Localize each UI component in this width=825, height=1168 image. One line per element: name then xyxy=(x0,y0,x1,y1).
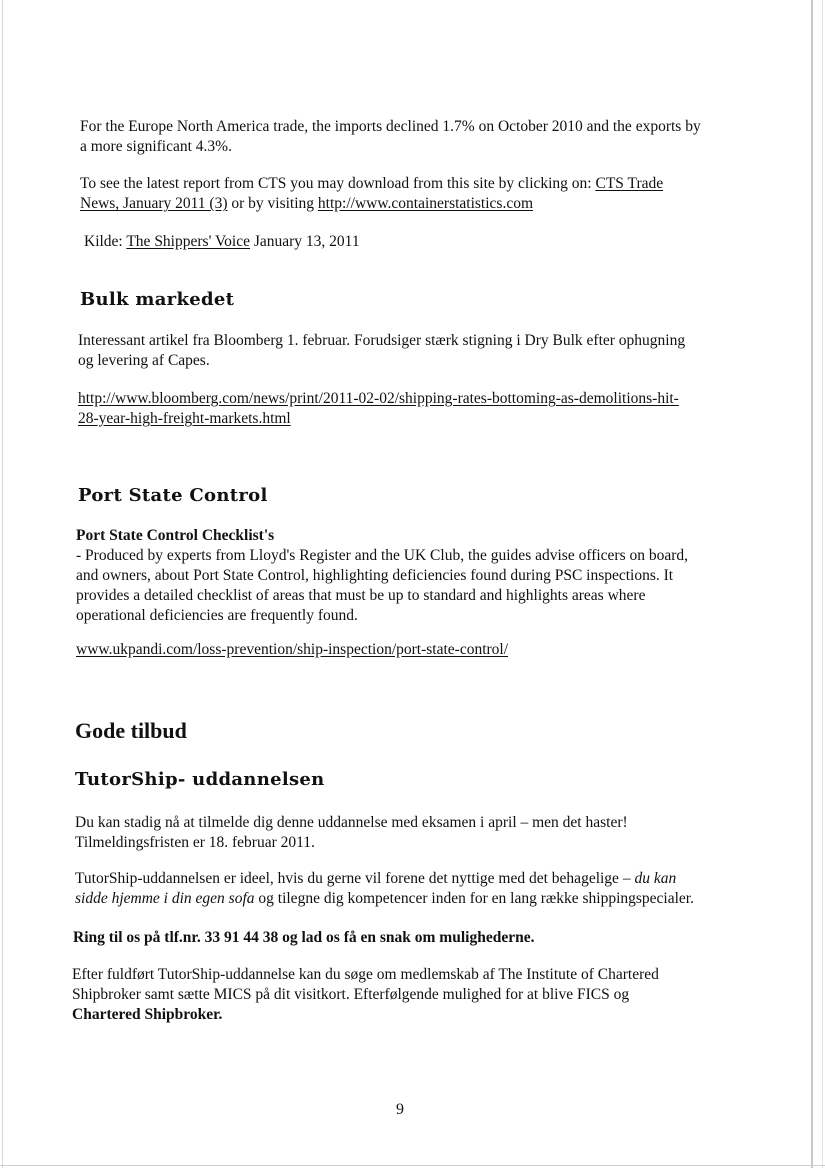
cts-source xyxy=(84,232,360,252)
bulk-line-1: Interessant artikel fra Bloomberg 1. februar. Forudsiger stærk stigning i Dry Bulk efter ophugning xyxy=(78,332,686,349)
cts-download-line-2 xyxy=(80,194,663,214)
tutorship-paragraph-3 xyxy=(72,965,659,1025)
psc-line-4: operational deficiencies are frequently found. xyxy=(76,607,358,624)
cts-trade-news-date-link[interactable]: News, January 2011 (3) xyxy=(80,195,228,212)
tutorship-p2-italic-2: sidde hjemme i din egen sofa xyxy=(75,890,255,907)
scan-edge-bottom xyxy=(0,1165,825,1166)
psc-line-1: - Produced by experts from Lloyd's Register and the UK Club, the guides advise officers on board, xyxy=(76,547,689,564)
tutorship-p1-line-2: Tilmeldingsfristen er 18. februar 2011. xyxy=(75,834,315,851)
cts-trade-line-2: a more significant 4.3%. xyxy=(80,138,232,155)
psc-line-2: and owners, about Port State Control, highlighting deficiencies found during PSC inspections. It xyxy=(76,567,674,584)
scan-edge-left xyxy=(2,0,3,1168)
tutorship-p2-text-2: og tilegne dig kompetencer inden for en lang række shippingspecialer. xyxy=(254,890,694,907)
psc-line-3: provides a detailed checklist of areas that must be up to standard and highlights areas where xyxy=(76,587,646,604)
cts-download-text: To see the latest report from CTS you may download from this site by clicking on: xyxy=(80,175,596,192)
tutorship-p3-line-2: Shipbroker samt sætte MICS på dit visitkort. Efterfølgende mulighed for at blive FICS og xyxy=(72,986,630,1003)
tutorship-paragraph-2 xyxy=(75,869,694,909)
tutorship-p2-text-1: TutorShip-uddannelsen er ideel, hvis du gerne vil forene det nyttige med det behagelige – xyxy=(75,870,635,887)
tutorship-p1-line-1: Du kan stadig nå at tilmelde dig denne uddannelse med eksamen i april – men det haster! xyxy=(75,814,628,831)
psc-subheading: Port State Control Checklist's xyxy=(76,527,275,544)
containerstatistics-link[interactable]: http://www.containerstatistics.com xyxy=(317,195,534,212)
tutorship-call-to-action xyxy=(73,928,534,948)
scan-edge-right-outer xyxy=(822,0,823,1168)
bloomberg-link-line-1[interactable]: http://www.bloomberg.com/news/print/2011-02-02/shipping-rates-bottoming-as-demolitions-hit- xyxy=(78,390,679,407)
source-prefix: Kilde: xyxy=(84,233,127,250)
ukpandi-link[interactable]: www.ukpandi.com/loss-prevention/ship-inspection/port-state-control/ xyxy=(76,641,509,658)
scan-edge-right xyxy=(811,0,813,1168)
psc-heading: Port State Control xyxy=(78,485,268,506)
cts-visiting-text: or by visiting xyxy=(227,195,318,212)
cts-trade-paragraph xyxy=(80,117,701,157)
tutorship-p3-line-3: Chartered Shipbroker. xyxy=(72,1006,223,1023)
cts-download-line-1 xyxy=(80,174,663,194)
cts-download-paragraph xyxy=(80,174,663,214)
page-number: 9 xyxy=(396,1101,404,1118)
ukpandi-url xyxy=(76,640,508,660)
tutorship-heading: TutorShip- uddannelsen xyxy=(75,769,325,790)
bulk-line-2: og levering af Capes. xyxy=(78,352,210,369)
cts-trade-line-1: For the Europe North America trade, the imports declined 1.7% on October 2010 and the exports by xyxy=(80,118,701,135)
offers-heading: Gode tilbud xyxy=(75,718,187,743)
shippers-voice-link[interactable]: The Shippers' Voice xyxy=(126,233,250,250)
tutorship-p2-italic-1: du kan xyxy=(634,870,677,887)
source-date: January 13, 2011 xyxy=(249,233,360,250)
call-line: Ring til os på tlf.nr. 33 91 44 38 og lad os få en snak om mulighederne. xyxy=(73,929,535,946)
bulk-paragraph xyxy=(78,331,685,371)
bloomberg-link-line-2[interactable]: 28-year-high-freight-markets.html xyxy=(78,410,291,427)
tutorship-p3-line-1: Efter fuldført TutorShip-uddannelse kan du søge om medlemskab af The Institute of Chartered xyxy=(72,966,659,983)
tutorship-paragraph-1 xyxy=(75,813,628,853)
cts-trade-news-link[interactable]: CTS Trade xyxy=(595,175,664,192)
bloomberg-url xyxy=(78,389,679,429)
psc-paragraph xyxy=(76,526,688,626)
bulk-heading: Bulk markedet xyxy=(80,289,235,310)
